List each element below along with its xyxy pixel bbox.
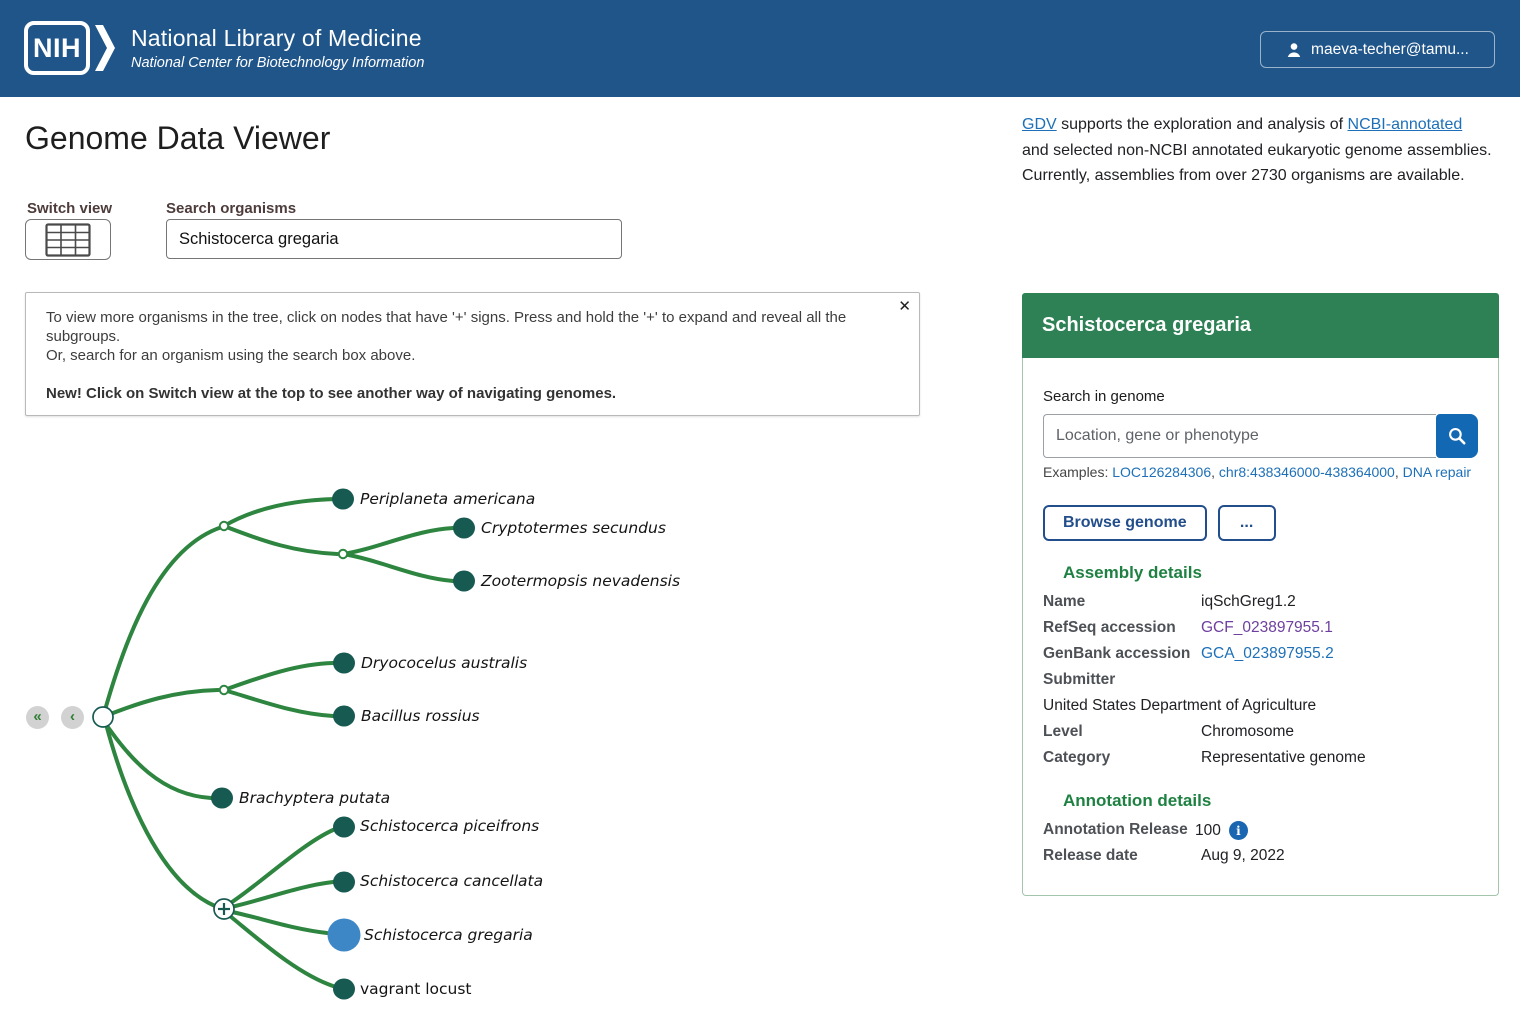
organism-panel bbox=[1022, 293, 1499, 896]
site-header bbox=[0, 0, 1520, 97]
annotation-release-row bbox=[1043, 821, 1478, 847]
submitter-row bbox=[1043, 671, 1478, 697]
tree-collapse-button[interactable]: ‹ bbox=[61, 706, 84, 729]
annotation-release-label: Annotation Release bbox=[1043, 821, 1188, 838]
nih-logo-text: NIH bbox=[33, 32, 81, 63]
user-email: maeva-techer@tamu... bbox=[1311, 40, 1469, 58]
tree-expand-node[interactable] bbox=[214, 899, 234, 919]
assembly-name-row bbox=[1043, 593, 1478, 619]
more-options-button[interactable]: ... bbox=[1218, 505, 1276, 541]
switch-view-label: Switch view bbox=[27, 200, 113, 217]
nih-logo-chevron-icon bbox=[93, 21, 117, 75]
notice-line-2: Or, search for an organism using the search box above. bbox=[46, 347, 416, 364]
tree-label-zootermopsis-nevadensis[interactable]: Zootermopsis nevadensis bbox=[481, 572, 681, 590]
example-separator: , bbox=[1211, 464, 1216, 480]
search-examples bbox=[1043, 464, 1478, 480]
tree-help-notice bbox=[25, 292, 920, 416]
nlm-logo[interactable] bbox=[24, 21, 424, 75]
nih-logo-box bbox=[24, 21, 90, 75]
tree-node-dryococelus-australis[interactable] bbox=[333, 653, 355, 674]
tree-node-schistocerca-cancellata[interactable] bbox=[333, 872, 355, 893]
release-date-value: Aug 9, 2022 bbox=[1201, 847, 1285, 864]
tree-label-schistocerca-piceifrons[interactable]: Schistocerca piceifrons bbox=[360, 817, 540, 835]
genbank-label: GenBank accession bbox=[1043, 645, 1191, 662]
category-label: Category bbox=[1043, 749, 1111, 766]
tree-node-schistocerca-piceifrons[interactable] bbox=[333, 817, 355, 838]
level-row bbox=[1043, 723, 1478, 749]
genome-search-button[interactable] bbox=[1436, 414, 1478, 458]
example-link-location[interactable]: chr8:438346000-438364000 bbox=[1218, 464, 1395, 480]
category-value: Representative genome bbox=[1201, 749, 1366, 766]
tree-label-schistocerca-cancellata[interactable]: Schistocerca cancellata bbox=[360, 872, 544, 890]
tree-internal-node[interactable] bbox=[220, 522, 228, 530]
user-icon bbox=[1286, 42, 1302, 58]
tree-internal-node[interactable] bbox=[339, 550, 347, 558]
refseq-row bbox=[1043, 619, 1478, 645]
close-icon[interactable]: ✕ bbox=[898, 298, 911, 315]
tree-node-brachyptera-putata[interactable] bbox=[211, 788, 233, 809]
intro-text-rest: and selected non-NCBI annotated eukaryotic genome assemblies. Currently, assemblies from over 2730 organisms are available. bbox=[1022, 141, 1492, 184]
organism-panel-body bbox=[1022, 358, 1499, 896]
search-organisms-input[interactable] bbox=[166, 219, 622, 259]
tree-label-periplaneta-americana[interactable]: Periplaneta americana bbox=[360, 490, 536, 508]
tree-node-vagrant-locust[interactable] bbox=[333, 979, 355, 1000]
name-label: Name bbox=[1043, 593, 1086, 610]
tree-label-schistocerca-gregaria[interactable]: Schistocerca gregaria bbox=[364, 926, 533, 944]
release-date-label: Release date bbox=[1043, 847, 1138, 864]
tree-node-periplaneta-americana[interactable] bbox=[332, 489, 354, 510]
tree-root-node[interactable] bbox=[93, 707, 113, 727]
refseq-accession-link[interactable]: GCF_023897955.1 bbox=[1201, 619, 1333, 636]
tree-label-dryococelus-australis[interactable]: Dryococelus australis bbox=[361, 654, 528, 672]
genbank-row bbox=[1043, 645, 1478, 671]
example-link-dna-repair[interactable]: DNA repair bbox=[1402, 464, 1472, 480]
release-date-row bbox=[1043, 847, 1478, 873]
submitter-label: Submitter bbox=[1043, 671, 1116, 688]
search-organisms-label: Search organisms bbox=[166, 200, 297, 217]
tree-edges bbox=[103, 499, 453, 986]
category-row bbox=[1043, 749, 1478, 775]
examples-label: Examples: bbox=[1043, 464, 1109, 480]
level-label: Level bbox=[1043, 723, 1083, 740]
notice-tip: New! Click on Switch view at the top to see another way of navigating genomes. bbox=[46, 385, 617, 402]
annotation-details-heading: Annotation details bbox=[1063, 791, 1212, 810]
table-view-icon bbox=[45, 223, 91, 257]
tree-node-cryptotermes-secundus[interactable] bbox=[453, 518, 475, 539]
tree-node-schistocerca-gregaria-selected[interactable] bbox=[328, 919, 361, 952]
example-link-loc[interactable]: LOC126284306 bbox=[1112, 464, 1212, 480]
genome-search-row bbox=[1043, 414, 1478, 458]
level-value: Chromosome bbox=[1201, 723, 1295, 740]
tree-label-cryptotermes-secundus[interactable]: Cryptotermes secundus bbox=[481, 519, 666, 537]
organism-panel-title: Schistocerca gregaria bbox=[1022, 293, 1499, 358]
ncbi-annotated-link[interactable]: NCBI-annotated bbox=[1347, 116, 1463, 133]
gdv-link[interactable]: GDV bbox=[1022, 116, 1057, 133]
tree-internal-node[interactable] bbox=[220, 686, 228, 694]
refseq-label: RefSeq accession bbox=[1043, 619, 1176, 636]
panel-buttons-row bbox=[1043, 505, 1478, 541]
tree-label-bacillus-rossius[interactable]: Bacillus rossius bbox=[361, 707, 480, 725]
user-account-button[interactable] bbox=[1260, 31, 1495, 68]
org-subtitle: National Center for Biotechnology Information bbox=[131, 55, 425, 71]
example-separator: , bbox=[1394, 464, 1399, 480]
phylogenetic-tree bbox=[0, 460, 700, 1036]
info-icon[interactable]: i bbox=[1229, 821, 1248, 840]
submitter-value: United States Department of Agriculture bbox=[1043, 697, 1317, 714]
tree-collapse-all-button[interactable]: « bbox=[26, 706, 49, 729]
switch-view-button[interactable] bbox=[25, 219, 111, 260]
tree-label-vagrant-locust[interactable]: vagrant locust bbox=[360, 980, 472, 998]
genbank-accession-link[interactable]: GCA_023897955.2 bbox=[1201, 645, 1334, 662]
gdv-intro-paragraph bbox=[1022, 112, 1492, 189]
name-value: iqSchGreg1.2 bbox=[1201, 593, 1296, 610]
tree-node-bacillus-rossius[interactable] bbox=[333, 706, 355, 727]
page-title: Genome Data Viewer bbox=[25, 120, 331, 156]
notice-line-1: To view more organisms in the tree, click on nodes that have '+' signs. Press and hold the '+' to expand and reveal all the subgroups. bbox=[46, 309, 847, 345]
tree-label-brachyptera-putata[interactable]: Brachyptera putata bbox=[239, 789, 391, 807]
search-in-genome-label: Search in genome bbox=[1043, 388, 1165, 405]
annotation-release-value: 100 bbox=[1195, 821, 1221, 839]
genome-search-input[interactable] bbox=[1043, 414, 1436, 458]
browse-genome-button[interactable]: Browse genome bbox=[1043, 505, 1207, 541]
org-titles bbox=[131, 25, 424, 71]
assembly-details-heading: Assembly details bbox=[1063, 563, 1202, 582]
tree-node-zootermopsis-nevadensis[interactable] bbox=[453, 571, 475, 592]
intro-text-mid: supports the exploration and analysis of bbox=[1056, 116, 1348, 133]
org-title: National Library of Medicine bbox=[131, 25, 422, 51]
search-icon bbox=[1447, 426, 1467, 446]
